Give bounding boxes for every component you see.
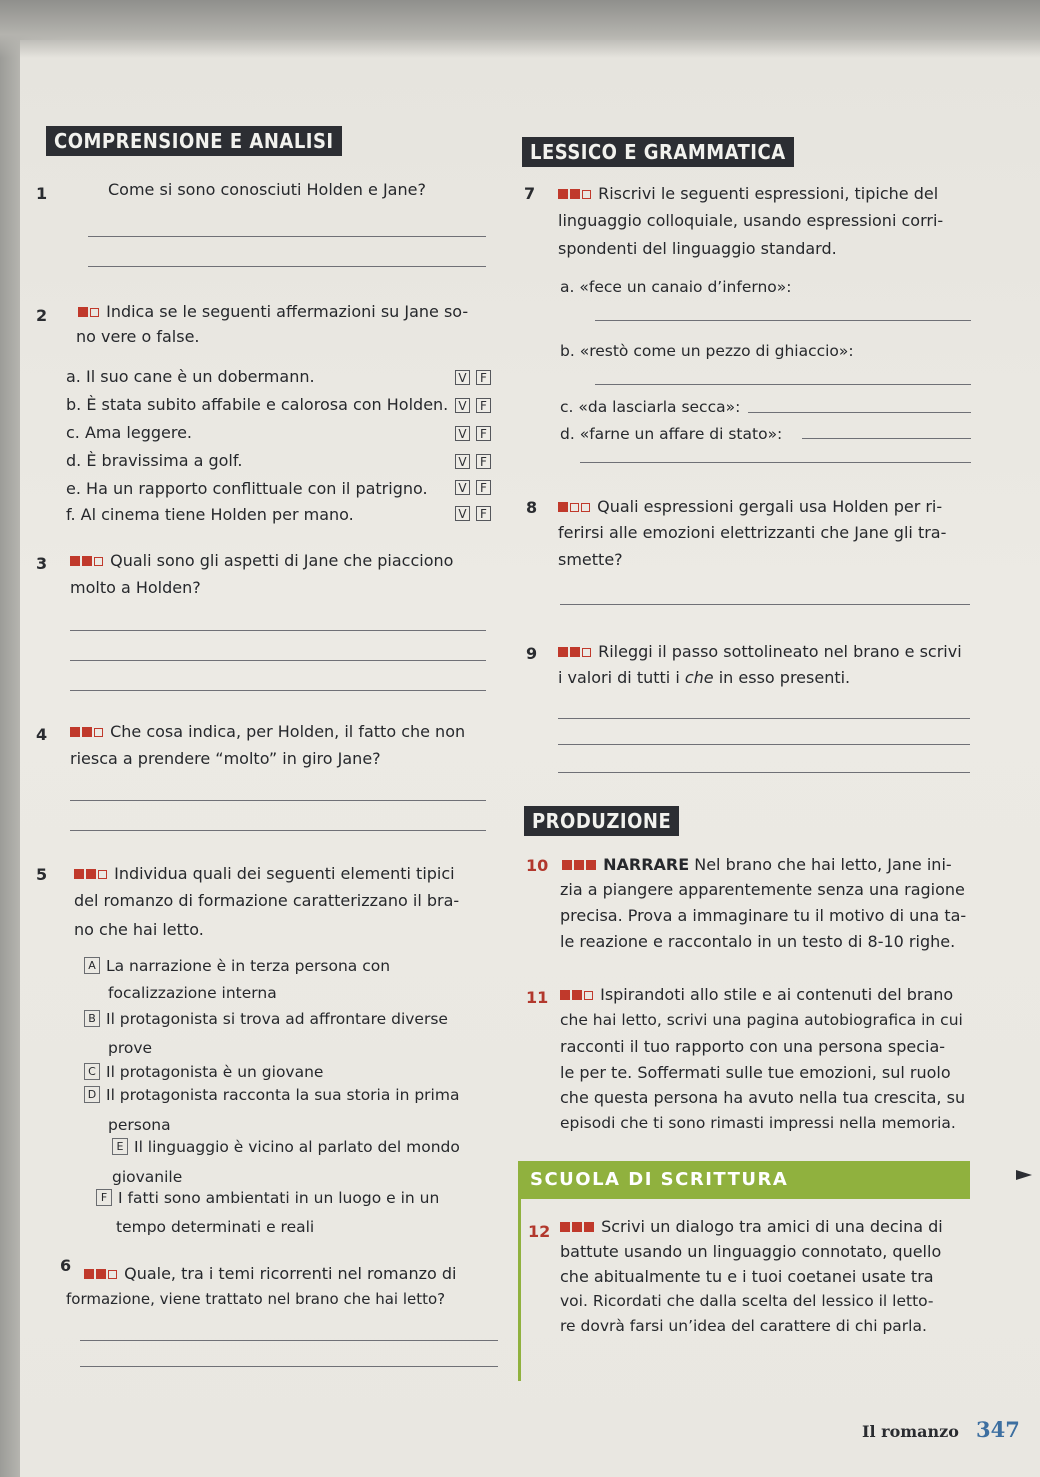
answer-line bbox=[80, 1366, 498, 1367]
option-e[interactable]: E Il linguaggio è vicino al parlato del mondo bbox=[112, 1136, 460, 1159]
question-4-line2: riesca a prendere “molto” in giro Jane? bbox=[70, 749, 381, 768]
question-10-line3: precisa. Prova a immaginare tu il motivo di una ta- bbox=[560, 906, 967, 925]
question-11-line2: che hai letto, scrivi una pagina autobiografica in cui bbox=[560, 1011, 963, 1029]
question-9-line1: Rileggi il passo sottolineato nel brano e scrivi bbox=[558, 640, 962, 664]
footer-title: Il romanzo bbox=[862, 1422, 959, 1441]
answer-line[interactable] bbox=[595, 384, 971, 385]
question-number: 5 bbox=[36, 865, 48, 884]
question-5-line3: no che hai letto. bbox=[74, 920, 204, 939]
expression-a: a. «fece un canaio d’inferno»: bbox=[560, 278, 792, 296]
question-number: 6 bbox=[60, 1256, 72, 1275]
answer-line[interactable] bbox=[580, 462, 971, 463]
question-11-line5: che questa persona ha avuto nella tua crescita, su bbox=[560, 1088, 966, 1107]
option-d-cont: persona bbox=[108, 1116, 171, 1134]
vf-boxes-f[interactable]: V F bbox=[455, 506, 497, 521]
question-8-line1: Quali espressioni gergali usa Holden per ri- bbox=[558, 495, 942, 519]
answer-line[interactable] bbox=[558, 718, 970, 719]
question-number: 11 bbox=[526, 988, 549, 1007]
question-4-line1: Che cosa indica, per Holden, il fatto che non bbox=[70, 720, 465, 744]
question-10-line2: zia a piangere apparentemente senza una ragione bbox=[560, 880, 965, 899]
question-3-line2: molto a Holden? bbox=[70, 578, 201, 597]
question-12-line3: che abitualmente tu e i tuoi coetanei usate tra bbox=[560, 1267, 934, 1286]
question-number: 2 bbox=[36, 306, 48, 325]
section-header-produzione: PRODUZIONE bbox=[524, 806, 679, 836]
question-10-line4: le reazione e raccontalo in un testo di 8-10 righe. bbox=[560, 932, 956, 951]
question-number: 9 bbox=[526, 644, 538, 663]
answer-line[interactable] bbox=[560, 604, 970, 605]
vf-boxes-a[interactable]: V F bbox=[455, 370, 497, 385]
question-11-line6: episodi che ti sono rimasti impressi nella memoria. bbox=[560, 1114, 956, 1132]
question-5-line2: del romanzo di formazione caratterizzano il bra- bbox=[74, 891, 460, 910]
question-number: 4 bbox=[36, 725, 48, 744]
option-b[interactable]: B Il protagonista si trova ad affrontare diverse bbox=[84, 1008, 448, 1031]
answer-line bbox=[80, 1340, 498, 1341]
section-header-lessico: LESSICO E GRAMMATICA bbox=[522, 137, 794, 167]
question-2-line1: Indica se le seguenti affermazioni su Jane so- bbox=[78, 300, 468, 324]
question-number: 1 bbox=[36, 184, 48, 203]
statement-f: f. Al cinema tiene Holden per mano. bbox=[66, 505, 354, 524]
answer-line[interactable] bbox=[802, 438, 971, 439]
question-1-text: Come si sono conosciuti Holden e Jane? bbox=[108, 180, 426, 199]
section-header-comprensione: COMPRENSIONE E ANALISI bbox=[46, 126, 342, 156]
question-12-line5: re dovrà farsi un’idea del carattere di chi parla. bbox=[560, 1317, 927, 1335]
vf-boxes-e[interactable]: V F bbox=[455, 480, 497, 495]
answer-line bbox=[70, 830, 486, 831]
question-6-line1: Quale, tra i temi ricorrenti nel romanzo di bbox=[84, 1262, 456, 1286]
question-number: 12 bbox=[528, 1222, 551, 1241]
expression-d: d. «farne un affare di stato»: bbox=[560, 425, 783, 443]
answer-line bbox=[70, 690, 486, 691]
answer-line[interactable] bbox=[558, 772, 970, 773]
question-7-line1: Riscrivi le seguenti espressioni, tipiche del bbox=[558, 182, 938, 206]
green-side-bar bbox=[518, 1199, 521, 1381]
answer-line bbox=[88, 236, 486, 237]
option-f[interactable]: F I fatti sono ambientati in un luogo e in un bbox=[96, 1187, 439, 1210]
answer-line bbox=[70, 630, 486, 631]
question-12-line2: battute usando un linguaggio connotato, quello bbox=[560, 1242, 942, 1261]
question-12-line4: voi. Ricordati che dalla scelta del lessico il letto- bbox=[560, 1292, 934, 1310]
question-3-line1: Quali sono gli aspetti di Jane che piacciono bbox=[70, 549, 453, 573]
option-c[interactable]: C Il protagonista è un giovane bbox=[84, 1061, 323, 1084]
vf-boxes-b[interactable]: V F bbox=[455, 398, 497, 413]
page-number: 347 bbox=[976, 1417, 1020, 1442]
question-5-line1: Individua quali dei seguenti elementi tipici bbox=[74, 862, 455, 886]
option-e-cont: giovanile bbox=[112, 1168, 183, 1186]
answer-line bbox=[88, 266, 486, 267]
question-number: 10 bbox=[526, 856, 549, 875]
answer-line[interactable] bbox=[595, 320, 971, 321]
statement-a: a. Il suo cane è un dobermann. bbox=[66, 367, 315, 386]
option-b-cont: prove bbox=[108, 1039, 153, 1057]
option-a[interactable]: A La narrazione è in terza persona con bbox=[84, 955, 390, 978]
question-9-line2: i valori di tutti i che in esso presenti. bbox=[558, 668, 851, 687]
option-d[interactable]: D Il protagonista racconta la sua storia in prima bbox=[84, 1084, 459, 1107]
expression-c: c. «da lasciarla secca»: bbox=[560, 398, 741, 416]
question-2-line2: no vere o false. bbox=[76, 327, 200, 346]
arrow-icon bbox=[1016, 1170, 1032, 1180]
question-11-line4: le per te. Soffermati sulle tue emozioni, sul ruolo bbox=[560, 1063, 951, 1082]
question-11-line3: racconti il tuo rapporto con una persona specia- bbox=[560, 1037, 946, 1056]
answer-line bbox=[70, 660, 486, 661]
question-10-line1: NARRARE Nel brano che hai letto, Jane ini- bbox=[562, 853, 952, 877]
question-number: 3 bbox=[36, 554, 48, 573]
statement-d: d. È bravissima a golf. bbox=[66, 451, 243, 470]
statement-b: b. È stata subito affabile e calorosa con Holden. bbox=[66, 395, 449, 414]
expression-b: b. «restò come un pezzo di ghiaccio»: bbox=[560, 342, 854, 360]
question-8-line3: smette? bbox=[558, 550, 623, 569]
statement-c: c. Ama leggere. bbox=[66, 423, 193, 442]
answer-line[interactable] bbox=[558, 744, 970, 745]
question-11-line1: Ispirandoti allo stile e ai contenuti del brano bbox=[560, 983, 953, 1007]
question-7-line2: linguaggio colloquiale, usando espressioni corri- bbox=[558, 211, 944, 230]
answer-line[interactable] bbox=[748, 412, 971, 413]
statement-e: e. Ha un rapporto conflittuale con il patrigno. bbox=[66, 479, 428, 498]
question-number: 8 bbox=[526, 498, 538, 517]
question-6-line2: formazione, viene trattato nel brano che hai letto? bbox=[66, 1290, 446, 1308]
section-header-scuola: SCUOLA DI SCRITTURA bbox=[518, 1161, 970, 1199]
answer-line bbox=[70, 800, 486, 801]
option-f-cont: tempo determinati e reali bbox=[116, 1218, 315, 1236]
vf-boxes-c[interactable]: V F bbox=[455, 426, 497, 441]
question-7-line3: spondenti del linguaggio standard. bbox=[558, 239, 837, 258]
vf-boxes-d[interactable]: V F bbox=[455, 454, 497, 469]
option-a-cont: focalizzazione interna bbox=[108, 984, 277, 1002]
question-number: 7 bbox=[524, 184, 536, 203]
top-shadow bbox=[0, 0, 1040, 58]
question-12-line1: Scrivi un dialogo tra amici di una decina di bbox=[560, 1215, 943, 1239]
question-8-line2: ferirsi alle emozioni elettrizzanti che Jane gli tra- bbox=[558, 523, 947, 542]
